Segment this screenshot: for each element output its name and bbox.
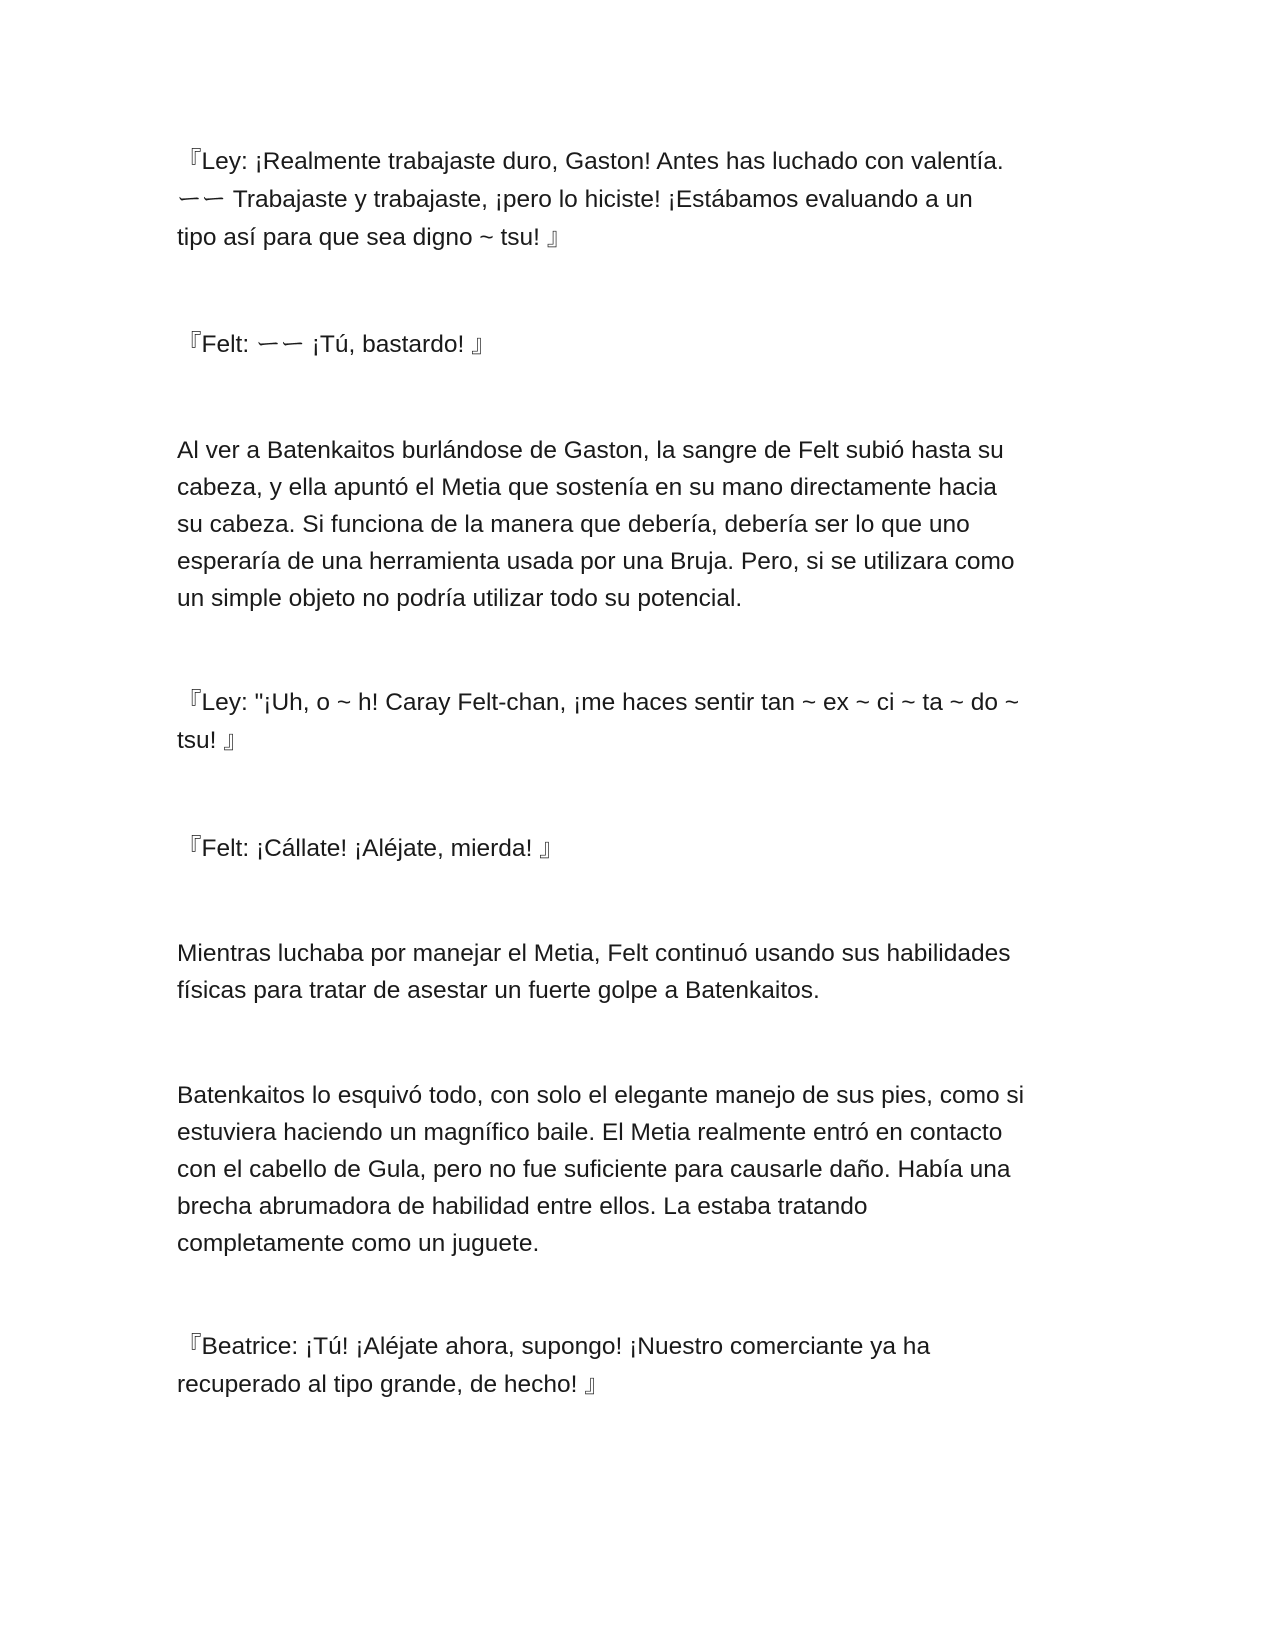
text-line: ーー Trabajaste y trabajaste, ¡pero lo hiciste! ¡Estábamos evaluando a un bbox=[177, 186, 973, 213]
dialogue-ley-2 bbox=[177, 684, 1107, 760]
dialogue-ley-1 bbox=[177, 143, 1107, 257]
text-line: 『Ley: ¡Realmente trabajaste duro, Gaston! Antes has luchado con valentía. bbox=[177, 148, 1004, 175]
text-line: 『Ley: "¡Uh, o ~ h! Caray Felt-chan, ¡me haces sentir tan ~ ex ~ ci ~ ta ~ do ~ bbox=[177, 689, 1020, 716]
narration-paragraph-1 bbox=[177, 432, 1107, 617]
text-line: tipo así para que sea digno ~ tsu! 』 bbox=[177, 224, 572, 251]
narration-paragraph-2 bbox=[177, 935, 1107, 1009]
text-line: estuviera haciendo un magnífico baile. El Metia realmente entró en contacto bbox=[177, 1119, 1003, 1146]
text-line: tsu! 』 bbox=[177, 727, 248, 754]
text-line: completamente como un juguete. bbox=[177, 1230, 540, 1257]
text-line: físicas para tratar de asestar un fuerte golpe a Batenkaitos. bbox=[177, 977, 820, 1004]
dialogue-felt-2 bbox=[177, 830, 1107, 868]
dialogue-felt-1 bbox=[177, 326, 1107, 364]
text-line: Mientras luchaba por manejar el Metia, Felt continuó usando sus habilidades bbox=[177, 940, 1011, 967]
text-line: un simple objeto no podría utilizar todo su potencial. bbox=[177, 585, 743, 612]
text-line: cabeza, y ella apuntó el Metia que sostenía en su mano directamente hacia bbox=[177, 474, 997, 501]
text-line: Al ver a Batenkaitos burlándose de Gaston, la sangre de Felt subió hasta su bbox=[177, 437, 1004, 464]
text-line: con el cabello de Gula, pero no fue suficiente para causarle daño. Había una bbox=[177, 1156, 1011, 1183]
text-line: brecha abrumadora de habilidad entre ellos. La estaba tratando bbox=[177, 1193, 868, 1220]
text-line: esperaría de una herramienta usada por una Bruja. Pero, si se utilizara como bbox=[177, 548, 1015, 575]
text-line: 『Beatrice: ¡Tú! ¡Aléjate ahora, supongo! ¡Nuestro comerciante ya ha bbox=[177, 1333, 931, 1360]
text-line: Batenkaitos lo esquivó todo, con solo el elegante manejo de sus pies, como si bbox=[177, 1082, 1025, 1109]
text-line: 『Felt: ¡Cállate! ¡Aléjate, mierda! 』 bbox=[177, 835, 564, 862]
text-line: 『Felt: ーー ¡Tú, bastardo! 』 bbox=[177, 331, 496, 358]
text-line: su cabeza. Si funciona de la manera que debería, debería ser lo que uno bbox=[177, 511, 970, 538]
dialogue-beatrice bbox=[177, 1328, 1107, 1404]
narration-paragraph-3 bbox=[177, 1077, 1107, 1262]
text-line: recuperado al tipo grande, de hecho! 』 bbox=[177, 1371, 609, 1398]
